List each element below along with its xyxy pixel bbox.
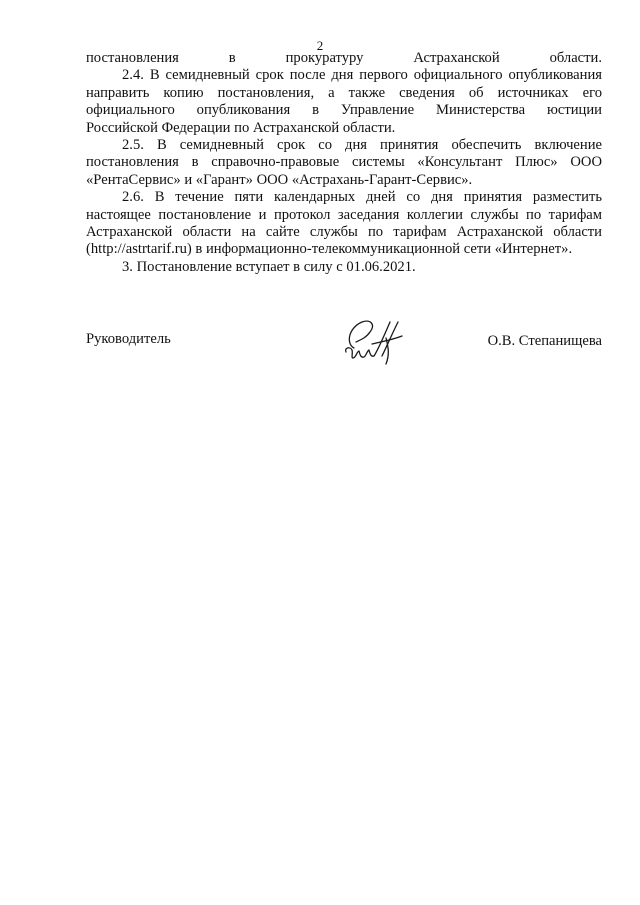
paragraph-line: 2.5. В семидневный срок со дня принятия обеспечить включение [122,136,602,153]
paragraph-line: 3. Постановление вступает в силу с 01.06.2021. [122,258,416,275]
paragraph-line: 2.6. В течение пяти календарных дней со дня принятия разместить [122,189,602,206]
page-number: 2 [316,38,324,53]
paragraph-line: настоящее постановление и протокол заседания коллегии службы по тарифам [86,206,602,223]
paragraph-line: 2.4. В семидневный срок после дня первого официального опубликования [122,67,602,84]
signatory-name: О.В. Степанищева [487,333,602,349]
paragraph-line: Российской Федерации по Астраханской области. [86,119,396,136]
paragraph-line: официального опубликования в Управление Министерства юстиции [86,102,602,119]
signatory-position: Руководитель [86,331,171,347]
paragraph-line: постановления в справочно-правовые системы «Консультант Плюс» ООО [86,154,602,171]
paragraph-line: Астраханской области на сайте службы по тарифам Астраханской области [86,223,602,240]
handwritten-signature [340,314,410,366]
paragraph-line: (http://astrtarif.ru) в информационно-телекоммуникационной сети «Интернет». [86,241,573,258]
paragraph-line: постановления в прокуратуру Астраханской области. [86,50,602,66]
signature-block [86,322,602,372]
paragraph-line: «РентаСервис» и «Гарант» ООО «Астрахань-Гарант-Сервис». [86,171,473,188]
paragraph-line: направить копию постановления, а также сведения об источниках его [86,84,602,101]
document-body [86,50,602,276]
